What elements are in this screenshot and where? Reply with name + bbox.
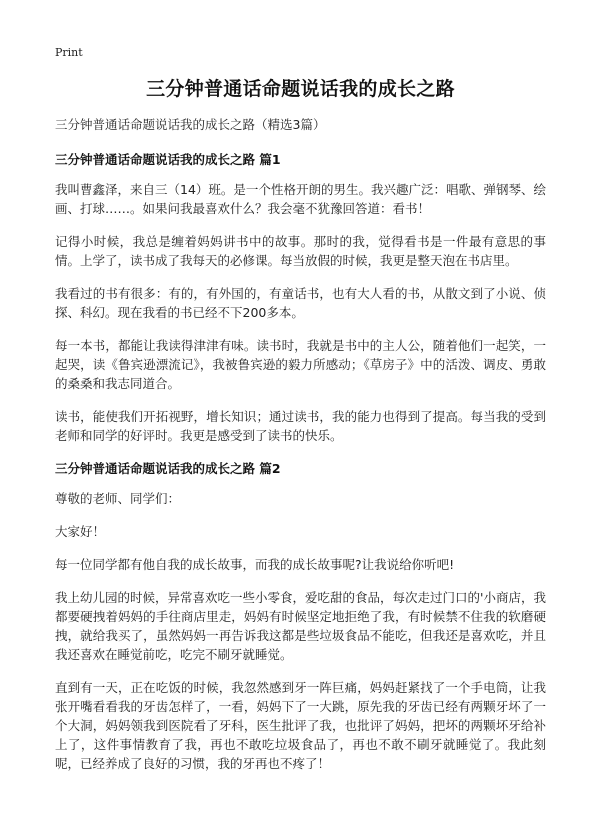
paragraph: 直到有一天，正在吃饭的时候，我忽然感到牙一阵巨痛，妈妈赶紧找了一个手电筒，让我张开嘴看看我的牙齿怎样了，一看，妈妈下了一大跳，原先我的牙齿已经有两颗牙坏了一个大洞，妈妈领我到医院看了牙科，医生批评了我，也批评了妈妈，把坏的两颗坏牙给补上了，这件事情教育了我，再也不敢吃垃圾食品了，再也不敢不刷牙就睡觉了。我此刻呢，已经养成了良好的习惯，我的牙再也不疼了！ xyxy=(55,680,546,771)
paragraph: 我看过的书有很多：有的，有外国的，有童话书，也有大人看的书，从散文到了小说、侦探、科幻。现在我看的书已经不下200多本。 xyxy=(55,286,546,320)
paragraph: 我叫曹鑫泽，来自三（14）班。是一个性格开朗的男生。我兴趣广泛：唱歌、弹钢琴、绘画、打球……。如果问我最喜欢什么？我会毫不犹豫回答道：看书！ xyxy=(55,182,546,216)
paragraph: 我上幼儿园的时候，异常喜欢吃一些小零食，爱吃甜的食品，每次走过门口的'小商店，我都要硬拽着妈妈的手往商店里走，妈妈有时候坚定地拒绝了我，有时候禁不住我的软磨硬拽，就给我买了，虽然妈妈一再告诉我这都是些垃圾食品不能吃，但我还是喜欢吃，并且我还喜欢在睡觉前吃，吃完不刷牙就睡觉。 xyxy=(55,590,546,662)
document-subtitle: 三分钟普通话命题说话我的成长之路（精选3篇） xyxy=(55,117,326,132)
greeting-line: 大家好！ xyxy=(55,524,106,539)
paragraph: 每一本书，都能让我读得津津有味。读书时，我就是书中的主人公，随着他们一起笑，一起哭，读《鲁宾逊漂流记》，我被鲁宾逊的毅力所感动；《草房子》中的活泼、调皮、勇敢的桑桑和我志同道合。 xyxy=(55,338,546,391)
paragraph: 记得小时候，我总是缠着妈妈讲书中的故事。那时的我，觉得看书是一件最有意思的事情。上学了，读书成了我每天的必修课。每当放假的时候，我更是整天泡在书店里。 xyxy=(55,234,546,268)
section-heading: 三分钟普通话命题说话我的成长之路 篇1 xyxy=(55,152,281,167)
page-title: 三分钟普通话命题说话我的成长之路 xyxy=(146,78,455,100)
paragraph: 读书，能使我们开拓视野，增长知识；通过读书，我的能力也得到了提高。每当我的受到老师和同学的好评时。我更是感受到了读书的快乐。 xyxy=(55,409,546,443)
article-section-2 xyxy=(55,459,546,773)
section-heading: 三分钟普通话命题说话我的成长之路 篇2 xyxy=(55,461,281,476)
article-section-1 xyxy=(55,150,546,445)
greeting-line: 尊敬的老师、同学们： xyxy=(55,491,181,506)
paragraph: 每一位同学都有他自我的成长故事，而我的成长故事呢?让我说给你听吧! xyxy=(55,557,455,572)
print-link[interactable]: Print xyxy=(55,46,83,59)
